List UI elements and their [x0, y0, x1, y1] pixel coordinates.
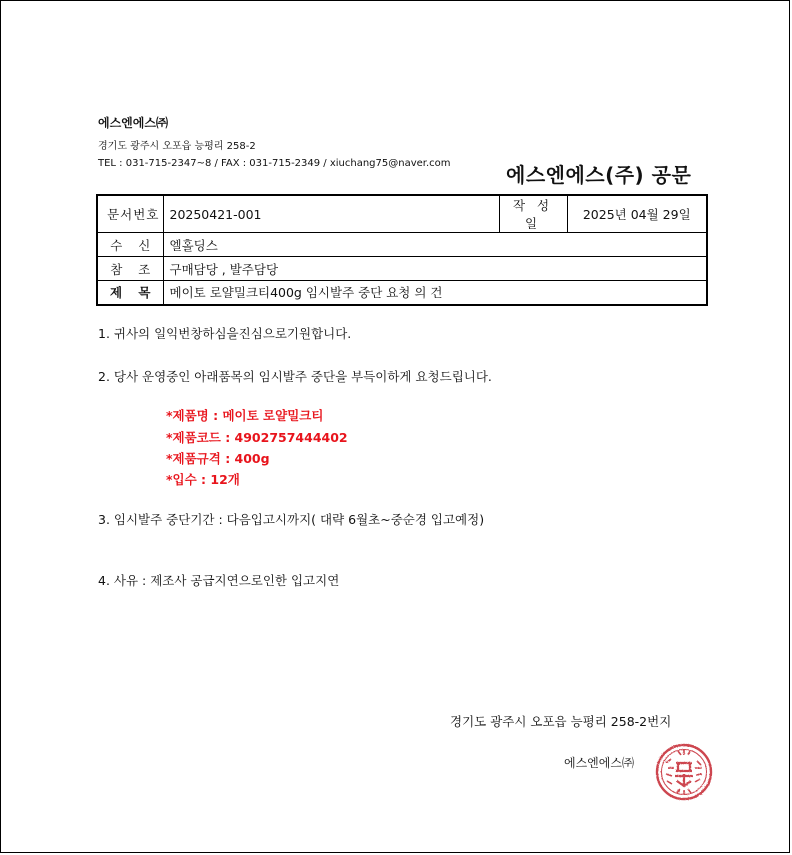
- company-name: 에스엔에스㈜: [98, 116, 168, 130]
- product-spec: *제품규격 : 400g: [166, 451, 270, 466]
- table-row: [97, 281, 707, 305]
- recipient-value: 엘홀딩스: [163, 233, 707, 257]
- document-info-table: [96, 194, 708, 306]
- pack-quantity: *입수 : 12개: [166, 472, 240, 487]
- footer-address: 경기도 광주시 오포읍 능평리 258-2번지: [450, 714, 672, 729]
- table-row: [97, 233, 707, 257]
- date-value: 2025년 04월 29일: [567, 195, 707, 233]
- company-contact: TEL : 031-715-2347~8 / FAX : 031-715-2349 / xiuchang75@naver.com: [98, 158, 451, 169]
- document-title: 에스엔에스(주) 공문: [506, 163, 692, 187]
- recipient-label: 수 신: [97, 233, 163, 257]
- subject-label: 제 목: [97, 281, 163, 305]
- doc-number-label: 문서번호: [97, 195, 163, 233]
- subject-value: 메이토 로얄밀크티400g 임시발주 중단 요청 의 건: [163, 281, 707, 305]
- product-name: *제품명 : 메이토 로얄밀크티: [166, 408, 324, 423]
- footer-company-name: 에스엔에스㈜: [564, 756, 634, 770]
- doc-number-value: 20250421-001: [163, 195, 499, 233]
- table-row: [97, 257, 707, 281]
- paragraph-2: 2. 당사 운영중인 아래품목의 임시발주 중단을 부득이하게 요청드립니다.: [98, 369, 492, 384]
- product-code: *제품코드 : 4902757444402: [166, 430, 348, 445]
- company-seal-icon: [654, 741, 714, 803]
- paragraph-1: 1. 귀사의 일익번창하심을진심으로기원합니다.: [98, 326, 352, 341]
- reference-label: 참 조: [97, 257, 163, 281]
- date-label: 작 성 일: [499, 195, 567, 233]
- paragraph-4: 4. 사유 : 제조사 공급지연으로인한 입고지연: [98, 573, 340, 588]
- table-row: [97, 195, 707, 233]
- paragraph-3: 3. 임시발주 중단기간 : 다음입고시까지( 대략 6월초~중순경 입고예정): [98, 512, 485, 527]
- company-address: 경기도 광주시 오포읍 능평리 258-2: [98, 141, 256, 152]
- reference-value: 구매담당 , 발주담당: [163, 257, 707, 281]
